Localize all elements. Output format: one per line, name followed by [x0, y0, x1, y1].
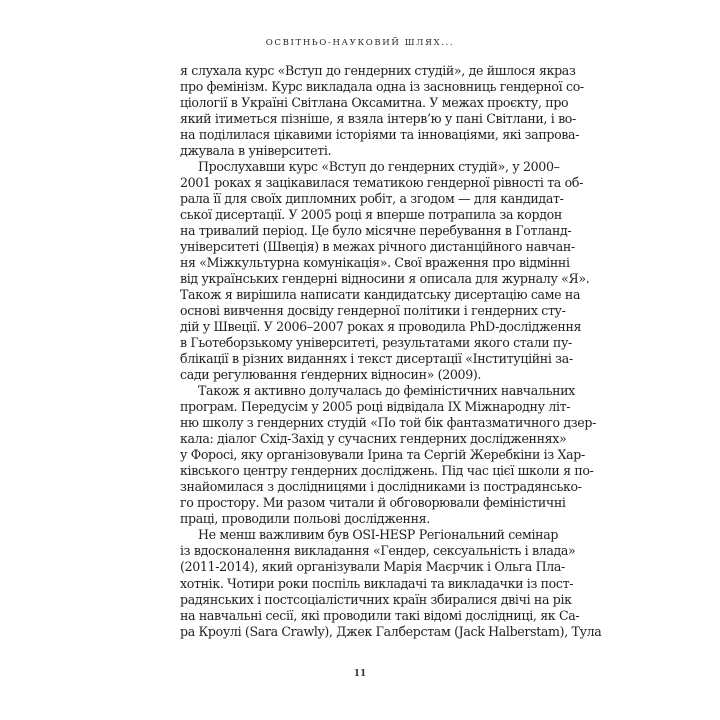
text-line: сади регулювання ґендерних відносин» (2009).: [180, 367, 482, 383]
text-line: від українських гендерні відносини я описала для журналу «Я».: [180, 271, 590, 287]
text-line: на навчальні сесії, які проводили такі відомі дослідниці, як Са-: [180, 607, 580, 623]
paragraph-4: [180, 527, 602, 639]
text-line: дій у Швеції. У 2006–2007 роках я проводила PhD-дослідження: [180, 319, 582, 335]
text-line: я слухала курс «Вступ до гендерних студій», де йшлося якраз: [180, 63, 576, 78]
text-line: у Форосі, яку організовували Ірина та Сергій Жеребкіни із Хар-: [180, 447, 585, 463]
text-line: Також я активно долучалась до феміністичних навчальних: [198, 383, 575, 399]
text-line: праці, проводили польові дослідження.: [180, 511, 430, 527]
text-line: 2001 роках я зацікавилася тематикою гендерної рівності та об-: [180, 175, 583, 191]
text-line: ківського центру гендерних досліджень. Під час цієї школи я по-: [180, 463, 594, 479]
text-line: го простору. Ми разом читали й обговорювали феміністичні: [180, 495, 566, 511]
text-line: кала: діалог Схід-Захід у сучасних гендерних дослідженнях»: [180, 431, 567, 447]
text-line: джувала в університеті.: [180, 143, 332, 159]
text-line: ра Кроулі (Sara Crawly), Джек Галберстам (Jack Halberstam), Тула: [180, 623, 602, 639]
text-line: із вдосконалення викладання «Гендер, сексуальність і влада»: [180, 543, 576, 559]
running-head: ОСВІТНЬО-НАУКОВИЙ ШЛЯХ...: [265, 38, 455, 48]
text-line: програм. Передусім у 2005 році відвідала IX Міжнародну літ-: [180, 399, 571, 415]
paragraph-3: [180, 383, 597, 527]
text-line: знайомилася з дослідницями і дослідниками із пострадянсько-: [180, 479, 582, 495]
text-line: ціології в Україні Світлана Оксамитна. У межах проєкту, про: [180, 95, 569, 111]
text-line: Прослухавши курс «Вступ до гендерних студій», у 2000–: [198, 159, 560, 175]
text-line: (2011-2014), який організували Марія Маєрчик і Ольга Пла-: [180, 559, 565, 575]
text-line: ня «Міжкультурна комунікація». Свої враження про відмінні: [180, 255, 570, 271]
text-line: радянських і постсоціалістичних країн збиралися двічі на рік: [180, 591, 572, 607]
text-line: на поділилася цікавими історіями та інноваціями, які запрова-: [180, 127, 580, 143]
text-line: ню школу з гендерних студій «По той бік фантазматичного дзер-: [180, 415, 597, 431]
text-line: основі вивчення досвіду гендерної політики і гендерних сту-: [180, 303, 566, 319]
text-line: Не менш важливим був OSI-HESP Регіональний семінар: [198, 527, 559, 543]
text-line: університеті (Швеція) в межах річного дистанційного навчан-: [180, 239, 575, 255]
paragraph-2: [180, 159, 590, 383]
text-line: який ітиметься пізніше, я взяла інтерв’ю у пані Світлани, і во-: [180, 111, 576, 127]
text-line: блікації в різних виданнях і текст дисертації «Інституційні за-: [180, 351, 573, 367]
text-line: на тривалий період. Це було місячне перебування в Готланд-: [180, 223, 572, 239]
page-number: 11: [353, 669, 367, 679]
text-line: рала її для своїх дипломних робіт, а згодом — для кандидат-: [180, 191, 564, 207]
text-line: в Гьотеборзькому університеті, результатами якого стали пу-: [180, 335, 572, 351]
paragraph-1: [180, 63, 584, 159]
text-line: ської дисертації. У 2005 році я вперше потрапила за кордон: [180, 207, 562, 223]
body-text: [180, 63, 602, 640]
text-line: Також я вирішила написати кандидатську дисертацію саме на: [180, 287, 581, 303]
text-line: про фемінізм. Курс викладала одна із засновниць гендерної со-: [180, 79, 584, 95]
text-line: хотнік. Чотири роки поспіль викладачі та викладачки із пост-: [180, 575, 574, 591]
